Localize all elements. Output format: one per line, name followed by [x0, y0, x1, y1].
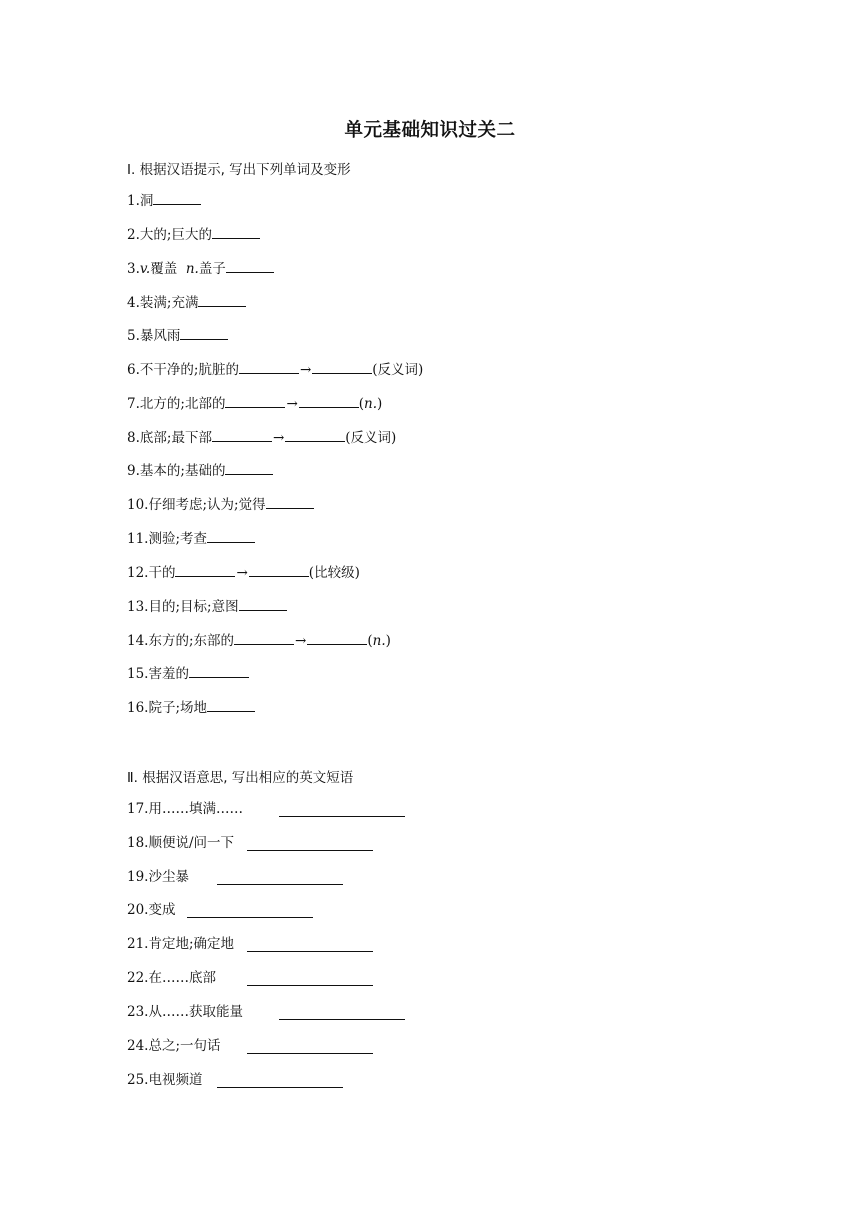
- answer-blank[interactable]: [285, 428, 345, 442]
- answer-blank[interactable]: [217, 871, 343, 885]
- list-item: 24.总之;一句话: [127, 1037, 221, 1055]
- answer-blank[interactable]: [249, 563, 309, 577]
- answer-blank[interactable]: [279, 803, 405, 817]
- list-item: 12.干的 → (比较级): [127, 565, 360, 581]
- answer-blank[interactable]: [212, 225, 260, 239]
- list-item: 10.仔细考虑;认为;觉得: [127, 495, 314, 513]
- list-item: 20.变成: [127, 901, 175, 919]
- answer-blank[interactable]: [299, 394, 359, 408]
- answer-blank[interactable]: [207, 529, 255, 543]
- answer-blank[interactable]: [234, 631, 294, 645]
- list-item: 21.肯定地;确定地: [127, 935, 234, 953]
- answer-blank[interactable]: [247, 1040, 373, 1054]
- answer-blank[interactable]: [239, 597, 287, 611]
- answer-blank[interactable]: [247, 972, 373, 986]
- answer-blank[interactable]: [212, 428, 272, 442]
- page-title: 单元基础知识过关二: [344, 120, 516, 141]
- answer-blank[interactable]: [266, 495, 314, 509]
- answer-blank[interactable]: [225, 461, 273, 475]
- answer-blank[interactable]: [247, 837, 373, 851]
- list-item: 8.底部;最下部 → (反义词): [127, 430, 397, 446]
- list-item: 1.洞: [127, 191, 201, 209]
- list-item: 11.测验;考查: [127, 529, 255, 547]
- list-item: 23.从……获取能量: [127, 1003, 243, 1021]
- list-item: 2.大的;巨大的: [127, 225, 260, 243]
- list-item: 15.害羞的: [127, 664, 249, 682]
- answer-blank[interactable]: [279, 1006, 405, 1020]
- list-item: 22.在……底部: [127, 969, 216, 987]
- list-item: 5.暴风雨: [127, 326, 228, 344]
- answer-blank[interactable]: [307, 631, 367, 645]
- section-1-heading: Ⅰ. 根据汉语提示, 写出下列单词及变形: [127, 162, 351, 178]
- answer-blank[interactable]: [198, 293, 246, 307]
- list-item: 16.院子;场地: [127, 698, 255, 716]
- list-item: 6.不干净的;肮脏的 → (反义词): [127, 362, 424, 378]
- answer-blank[interactable]: [189, 664, 249, 678]
- answer-blank[interactable]: [187, 904, 313, 918]
- list-item: 19.沙尘暴: [127, 868, 189, 886]
- list-item: 25.电视频道: [127, 1071, 202, 1089]
- answer-blank[interactable]: [239, 360, 299, 374]
- list-item: 4.装满;充满: [127, 293, 246, 311]
- list-item: 7.北方的;北部的 → (n.): [127, 396, 383, 412]
- section-2-heading: Ⅱ. 根据汉语意思, 写出相应的英文短语: [127, 770, 354, 786]
- answer-blank[interactable]: [226, 259, 274, 273]
- answer-blank[interactable]: [247, 938, 373, 952]
- answer-blank[interactable]: [312, 360, 372, 374]
- answer-blank[interactable]: [153, 191, 201, 205]
- list-item: 13.目的;目标;意图: [127, 597, 287, 615]
- answer-blank[interactable]: [207, 698, 255, 712]
- answer-blank[interactable]: [217, 1074, 343, 1088]
- list-item: 3.v.覆盖 n.盖子: [127, 259, 274, 277]
- list-item: 17.用……填满……: [127, 800, 243, 818]
- list-item: 9.基本的;基础的: [127, 461, 273, 479]
- list-item: 18.顺便说/问一下: [127, 834, 234, 852]
- answer-blank[interactable]: [175, 563, 235, 577]
- answer-blank[interactable]: [225, 394, 285, 408]
- answer-blank[interactable]: [180, 326, 228, 340]
- list-item: 14.东方的;东部的 → (n.): [127, 633, 391, 649]
